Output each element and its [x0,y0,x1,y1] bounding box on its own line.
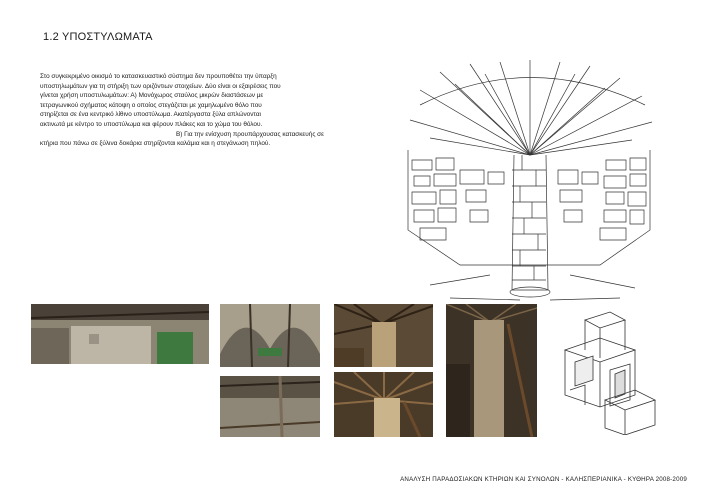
tall-column-photo [446,304,537,437]
paragraph-line: γίνεται χρήση υποστυλωμάτων: Α) Μονόχωρος σταύλος μικρών διαστάσεων με [40,92,264,100]
axonometric-drawing [555,310,660,435]
main-sketch [400,60,660,310]
paragraph-line: τετραγωνικού σχήματος κάτοψη ο οποίος στεγάζεται με χαμηλωμένο θόλο που [40,101,262,109]
column-photo [334,304,433,367]
paragraph-line: στηρίζεται σε ένα κεντρικό λίθινο υποστύλωμα. Ακατέργαστα ξύλα απλώνονται [40,111,261,119]
description-text [40,72,360,149]
column-photo [334,372,433,437]
paragraph-line: υποστηλωμάτων για τη στήριξη των οριζόντιων στοιχείων. Δύο είναι οι εξαιρέσεις που [40,82,281,90]
vault-photo [220,304,320,367]
paragraph-line: κτήρια που πάνω σε ξύλινα δοκάρια στηρίζονται καλάμια και η στεγάνωση πηλού. [40,140,271,148]
paragraph-line: Β) Για την ενίσχυση προυπάρχουσας κατασκευής σε [176,130,324,138]
page-title: 1.2 ΥΠΟΣΤΥΛΩΜΑΤΑ [43,31,153,43]
paragraph-line: ακτινωτά με κέντρο το υποστύλωμα και φέρουν πλάκες και το χώμα του θόλου. [40,120,263,128]
footer-caption: ΑΝΑΛΥΣΗ ΠΑΡΑΔΟΣΙΑΚΩΝ ΚΤΗΡΙΩΝ ΚΑΙ ΣΥΝΟΛΩΝ - ΚΑΛΗΣΠΕΡΙΑΝΙΚΑ - ΚΥΘΗΡΑ 2008-2009 [400,476,687,483]
paragraph-line: Στο συγκεκριμένο οικισμό το κατασκευαστικό σύστημα δεν προυποθέτει την ύπαρξη [40,73,277,80]
beams-photo [220,376,320,437]
interior-photo [31,304,209,364]
